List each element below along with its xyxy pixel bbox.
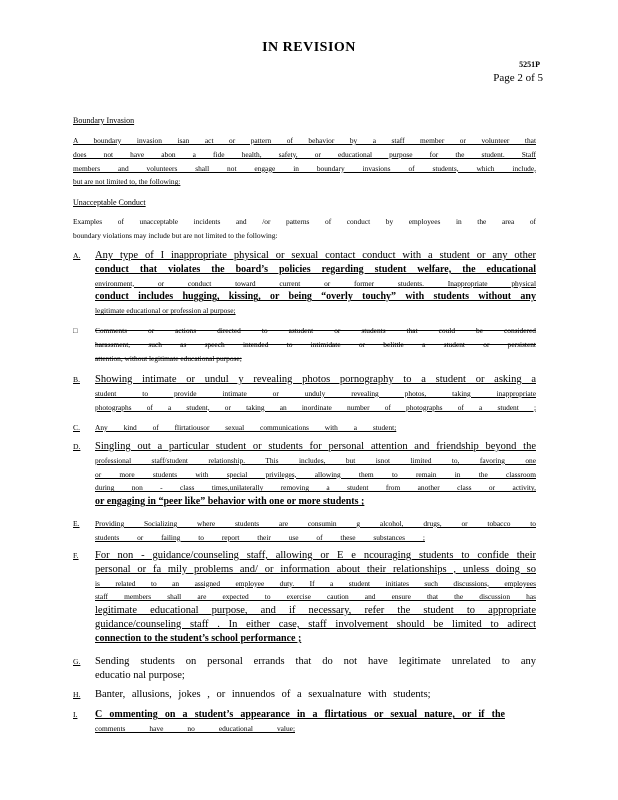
unacceptable-conduct-intro <box>73 215 536 243</box>
unacceptable-conduct-heading: Unacceptable Conduct <box>73 198 146 207</box>
item-line: Any type of I inappropriate physical or sexual contact conduct with a student or any other <box>95 250 536 261</box>
item-line: or engaging in “peer like” behavior with one or more students ; <box>95 496 365 508</box>
item-label: F. <box>73 551 79 560</box>
item-line: connection to the student’s school performance ; <box>95 632 302 644</box>
item-line: student to provide intimate or unduly revealing photos, taking inappropriate <box>95 388 536 398</box>
item-line: students or failing to report their use of these substances ; <box>95 532 425 542</box>
item-line: Comments or actions directed to astudent or students that could be considered <box>95 326 536 335</box>
item-label: B. <box>73 375 80 384</box>
checkbox-icon: □ <box>73 326 78 335</box>
item-label: H. <box>73 690 81 699</box>
paragraph-line: Examples of unacceptable incidents and /or patterns of conduct by employees in the area of <box>73 217 536 226</box>
document-title: IN REVISION <box>262 40 356 55</box>
item-line: or more students with special privileges, allowing them to remain in the classroom <box>95 469 536 479</box>
item-label: C. <box>73 423 80 432</box>
item-line: C ommenting on a student’s appearance in a flirtatious or sexual nature, or if the <box>95 709 505 720</box>
item-label: I. <box>73 710 78 719</box>
boundary-invasion-heading: Boundary Invasion <box>73 116 135 125</box>
item-label: E. <box>73 519 80 528</box>
paragraph-line: members and volunteers shall not engage in boundary invasions of students, which include, <box>73 163 536 173</box>
item-line: Any kind of flirtatiousor sexual communications with a student; <box>95 423 397 432</box>
item-line: legitimate educational purpose, and if necessary, refer the student to appropriate <box>95 605 536 617</box>
item-line: comments have no educational value; <box>95 723 295 733</box>
item-line: environment, or conduct toward current or former students. Inappropriate physical <box>95 278 536 288</box>
paragraph-line: does not have abon a fide health, safety, or educational purpose for the student. Staff <box>73 149 536 159</box>
item-line: conduct includes hugging, kissing, or being “overly touchy” with students without any <box>95 291 536 303</box>
page-number: Page 2 of 5 <box>493 72 543 84</box>
item-line: legitimate educational or profession al purpose; <box>95 306 236 316</box>
item-line: Singling out a particular student or students for personal attention and friendship beyond the <box>95 441 536 452</box>
policy-code: 5251P <box>519 60 540 69</box>
item-line: attention, without legitimate educational purpose; <box>95 353 242 363</box>
item-line: Banter, allusions, jokes , or innuendos of a sexualnature with students; <box>95 689 431 700</box>
item-label: G. <box>73 657 81 666</box>
item-label: D. <box>73 442 81 451</box>
item-line: Showing intimate or undul y revealing photos pornography to a student or asking a <box>95 374 536 385</box>
boundary-invasion-paragraph <box>73 134 536 189</box>
paragraph-line: but are not limited to, the following: <box>73 177 181 187</box>
item-line: For non - guidance/counseling staff, allowing or E e ncouraging students to confide their <box>95 550 536 561</box>
item-line: staff members shall are expected to exercise caution and ensure that the discussion has <box>95 592 536 602</box>
item-line: professional staff/student relationship. This includes, but isnot limited to, favoring one <box>95 455 536 465</box>
item-line: educatio nal purpose; <box>95 669 185 681</box>
item-line: during non - class times,unilaterally removing a student from another class or activity, <box>95 483 536 493</box>
item-line: is related to an assigned employee duty. If a student initiates such discussions, employees <box>95 578 536 588</box>
item-line: guidance/counseling staff . In either case, staff involvement should be limited to adirect <box>95 618 536 630</box>
item-label: A. <box>73 251 81 260</box>
item-line: Sending students on personal errands that do not have legitimate unrelated to any <box>95 656 536 667</box>
paragraph-line: A boundary invasion isan act or pattern of behavior by a staff member or volunteer that <box>73 136 536 145</box>
item-line: Providing Socializing where students are consumin g alcohol, drugs, or tobacco to <box>95 519 536 528</box>
item-line: conduct that violates the board’s policies regarding student welfare, the educational <box>95 263 536 275</box>
item-line: personal or fa mily problems and/ or information about their relationships , unless doing so <box>95 563 536 575</box>
paragraph-line: boundary violations may include but are not limited to the following: <box>73 230 278 240</box>
item-line: harassment, such as speech intended to intimidate or belittle a student or persistent <box>95 339 536 349</box>
item-line: photographs of a student, or taking an inordinate number of photographs of a student ; <box>95 402 536 412</box>
